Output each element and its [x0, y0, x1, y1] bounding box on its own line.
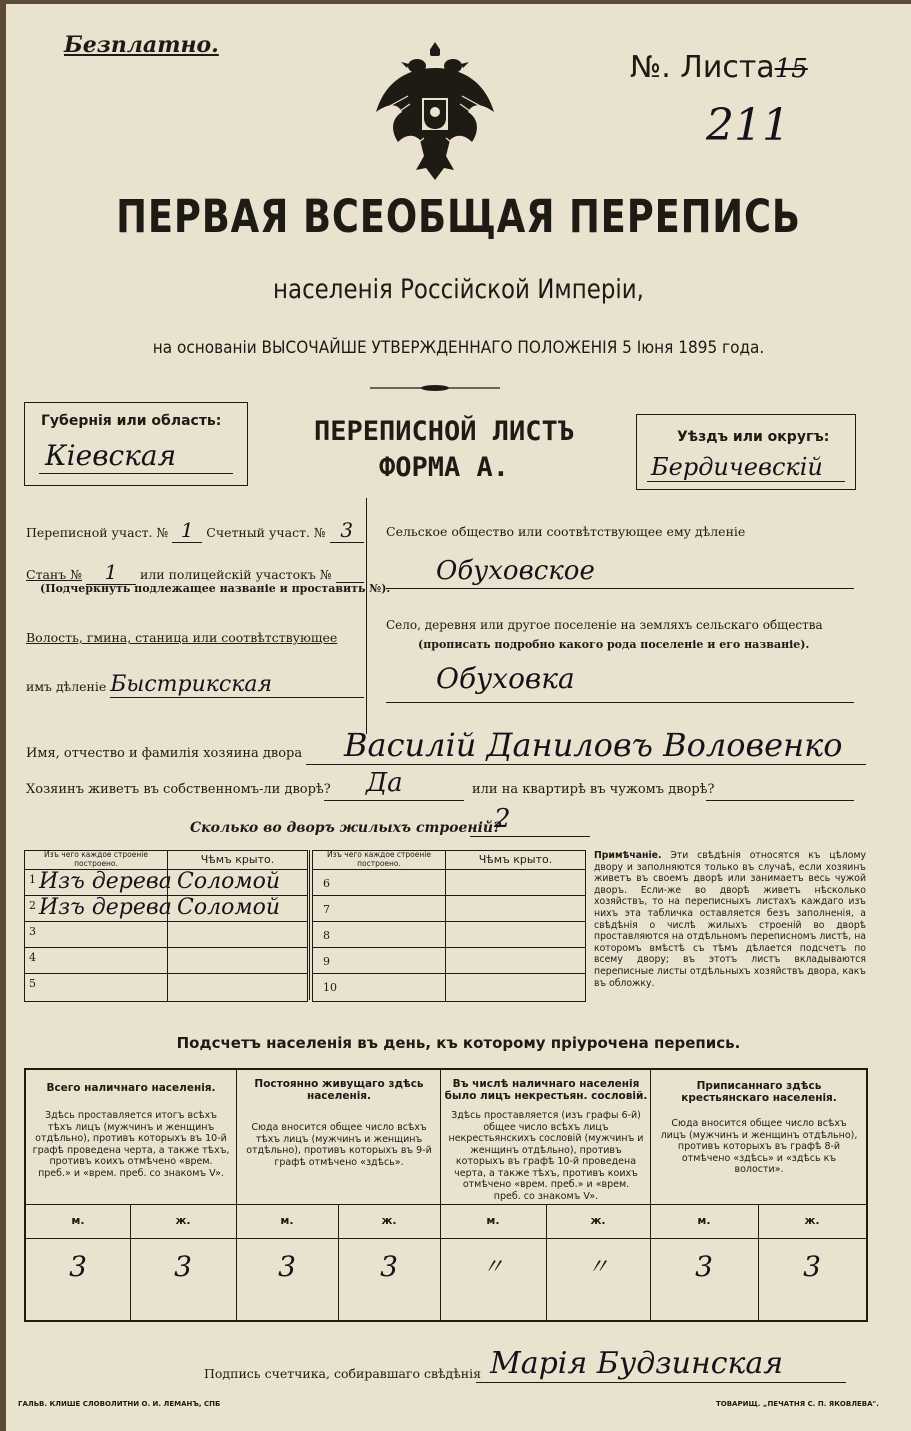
double-headed-eagle-icon — [372, 38, 498, 186]
volost-row — [26, 672, 364, 698]
col1-f-value: 3 — [174, 1250, 192, 1283]
own-yard-label: Хозяинъ живетъ въ собственномъ-ли дворѣ? — [26, 782, 331, 797]
col3-desc: Здѣсь проставляется (изъ графы 6-й) общее число всѣхъ лицъ некрестьянскихъ сословій (мужчинъ и женщинъ отдѣльно), противъ которыхъ въ графѣ 10-й проведена черта, а также тѣхъ, противъ коихъ отмѣчено «врем. преб.» и «врем. преб. со знакомъ V». — [448, 1110, 644, 1202]
note-text: Эти свѣдѣнія относятся къ цѣлому двору и заполняются только въ случаѣ, если хозяинъ живетъ въ своемъ дворѣ или занимаетъ весь чужой дворъ. Если-же во дворѣ живетъ нѣсколько хозяйствъ, то на переписныхъ листахъ каждаго изъ нихъ эта табличка оставляется безъ заполненія, а свѣдѣнія о числѣ жилыхъ строеній во дворѣ проставляются на отдѣльномъ переписномъ листѣ, на которомъ вмѣстѣ съ тѣмъ дѣлается подсчетъ по всему двору; въ этотъ листъ вкладываются переписные листы отдѣльныхъ хозяйствъ двора, какъ въ обложку. — [594, 850, 866, 989]
form-legal-basis: на основаніи ВЫСОЧАЙШЕ УТВЕРЖДЕННАГО ПОЛОЖЕНІЯ 5 Іюня 1895 года. — [152, 338, 765, 358]
own-yard-value: Да — [366, 768, 403, 798]
col3-f-value: 〃 — [586, 1255, 609, 1280]
col4-f-value: 3 — [803, 1250, 821, 1283]
col1-header: Всего наличнаго населенія. — [46, 1082, 216, 1094]
society-value: Обуховское — [436, 556, 595, 586]
census-district-value: 1 — [172, 518, 202, 543]
col4-desc: Сюда вносится общее число всѣхъ лицъ (мужчинъ и женщинъ отдѣльно), противъ которыхъ въ графѣ 8-й отмѣчено «здѣсь» и «здѣсь къ волости». — [660, 1118, 858, 1175]
col1-desc: Здѣсь проставляется итогъ всѣхъ тѣхъ лицъ (мужчинъ и женщинъ отдѣльно), противъ которыхъ въ 10-й графѣ проведена черта, а также тѣхъ, противъ коихъ отмѣчено «врем. преб.» и «врем. преб. со знакомъ V». — [32, 1110, 230, 1179]
col3-m-value: 〃 — [481, 1255, 504, 1280]
row-material-2: Изъ дерева — [39, 895, 172, 920]
row-num-3: 3 — [29, 925, 36, 938]
sheet-number-value: 15 — [774, 54, 808, 84]
stan-value: 1 — [86, 560, 136, 585]
sheet-number-handwritten: 211 — [706, 100, 790, 151]
buildings-table-right — [312, 850, 586, 1002]
free-label: Безплатно. — [64, 32, 219, 58]
row-roof-2: Соломой — [177, 895, 280, 920]
row-num-9: 9 — [323, 955, 330, 968]
footer-right: ТОВАРИЩ. „ПЕЧАТНЯ С. П. ЯКОВЛЕВА". — [716, 1400, 879, 1408]
counting-district-label: Счетный участ. № — [206, 525, 326, 540]
form-name-line1: ПЕРЕПИСНОЙ ЛИСТЪ — [313, 416, 575, 447]
col2-f-value: 3 — [380, 1250, 398, 1283]
signature-label: Подпись счетчика, собиравшаго свѣдѣнія — [204, 1366, 481, 1381]
form-subtitle: населенія Россійской Имперіи, — [273, 274, 644, 305]
row-num-8: 8 — [323, 929, 330, 942]
form-main-title: ПЕРВАЯ ВСЕОБЩАЯ ПЕРЕПИСЬ — [116, 190, 801, 243]
sheet-number — [630, 50, 808, 85]
col2-m-label: м. — [280, 1214, 294, 1227]
society-label: Сельское общество или соотвѣтствующее ему дѣленіе — [386, 524, 746, 539]
row-num-10: 10 — [323, 981, 337, 994]
row-num-4: 4 — [29, 951, 36, 964]
row-num-6: 6 — [323, 877, 330, 890]
col4-m-label: м. — [697, 1214, 711, 1227]
note-block — [594, 850, 866, 989]
col-material-header: Изъ чего каждое строеніе построено. — [25, 851, 168, 870]
population-count-title: Подсчетъ населенія въ день, къ которому пріурочена перепись. — [176, 1034, 741, 1052]
village-note: (прописать подробно какого рода поселеніе и его названіе). — [418, 638, 810, 651]
row-num-1: 1 — [29, 873, 36, 886]
census-district-row — [26, 518, 364, 543]
col3-m-label: м. — [486, 1214, 500, 1227]
col4-m-value: 3 — [695, 1250, 713, 1283]
volost-label-line1: Волость, гмина, станица или соотвѣтствующее — [26, 630, 338, 645]
col-material-header-right: Изъ чего каждое строеніе построено. — [313, 851, 446, 870]
volost-label-line2: имъ дѣленіе — [26, 679, 107, 694]
col4-f-label: ж. — [804, 1214, 820, 1227]
population-table — [24, 1068, 868, 1322]
buildings-label: Сколько во дворъ жилыхъ строеній? — [190, 820, 502, 836]
counting-district-value: 3 — [330, 518, 364, 543]
col1-m-value: 3 — [69, 1250, 87, 1283]
col-roof-header-right: Чѣмъ крыто. — [446, 851, 585, 870]
underline-note: (Подчеркнуть подлежащее названіе и проставить №). — [40, 582, 391, 595]
col2-m-value: 3 — [278, 1250, 296, 1283]
volost-value: Быстрикская — [110, 672, 364, 698]
uezd-label: Уѣздъ или округъ: — [677, 429, 830, 445]
ornament-divider — [370, 384, 500, 392]
row-roof-1: Соломой — [177, 869, 280, 894]
guberniya-box — [24, 402, 248, 486]
census-district-label: Переписной участ. № — [26, 525, 169, 540]
col2-header: Постоянно живущаго здѣсь населенія. — [254, 1078, 424, 1102]
uezd-value: Бердичевскій — [651, 453, 823, 481]
guberniya-value: Кіевская — [45, 439, 177, 472]
col2-f-label: ж. — [381, 1214, 397, 1227]
buildings-value: 2 — [494, 804, 511, 834]
guberniya-label: Губернія или область: — [41, 413, 222, 429]
stan-label: Станъ № — [26, 567, 83, 582]
owner-name-value: Василій Даниловъ Воловенко — [344, 726, 843, 764]
col3-header: Въ числѣ наличнаго населенія было лицъ некрестьян. сословій. — [444, 1078, 648, 1102]
rented-label: или на квартирѣ въ чужомъ дворѣ? — [472, 782, 715, 797]
col1-m-label: м. — [71, 1214, 85, 1227]
form-name — [250, 414, 638, 486]
owner-name-label: Имя, отчество и фамилія хозяина двора — [26, 746, 303, 761]
police-label: или полицейскій участокъ № — [140, 567, 332, 582]
note-title: Примѣчаніе. — [594, 850, 662, 861]
sheet-number-label: №. Листа — [630, 50, 775, 85]
village-value: Обуховка — [436, 662, 575, 695]
row-num-7: 7 — [323, 903, 330, 916]
census-form-page — [6, 4, 911, 1431]
row-num-5: 5 — [29, 977, 36, 990]
col4-header: Приписаннаго здѣсь крестьянскаго населенія. — [681, 1080, 837, 1104]
form-name-line2: ФОРМА А. — [378, 452, 510, 483]
buildings-table-left — [24, 850, 308, 1002]
village-label: Село, деревня или другое поселеніе на земляхъ сельскаго общества — [386, 618, 823, 632]
col1-f-label: ж. — [175, 1214, 191, 1227]
row-num-2: 2 — [29, 899, 36, 912]
col-roof-header: Чѣмъ крыто. — [168, 851, 307, 870]
col2-desc: Сюда вносится общее число всѣхъ тѣхъ лицъ (мужчинъ и женщинъ отдѣльно), противъ которыхъ въ 9-й графѣ отмѣчено «здѣсь». — [246, 1122, 432, 1168]
uezd-box — [636, 414, 856, 490]
footer-left: ГАЛЬВ. КЛИШЕ СЛОВОЛИТНИ О. И. ЛЕМАНЪ, СПБ — [18, 1400, 221, 1408]
col3-f-label: ж. — [590, 1214, 606, 1227]
row-material-1: Изъ дерева — [39, 869, 172, 894]
signature-value: Марія Будзинская — [490, 1346, 784, 1381]
